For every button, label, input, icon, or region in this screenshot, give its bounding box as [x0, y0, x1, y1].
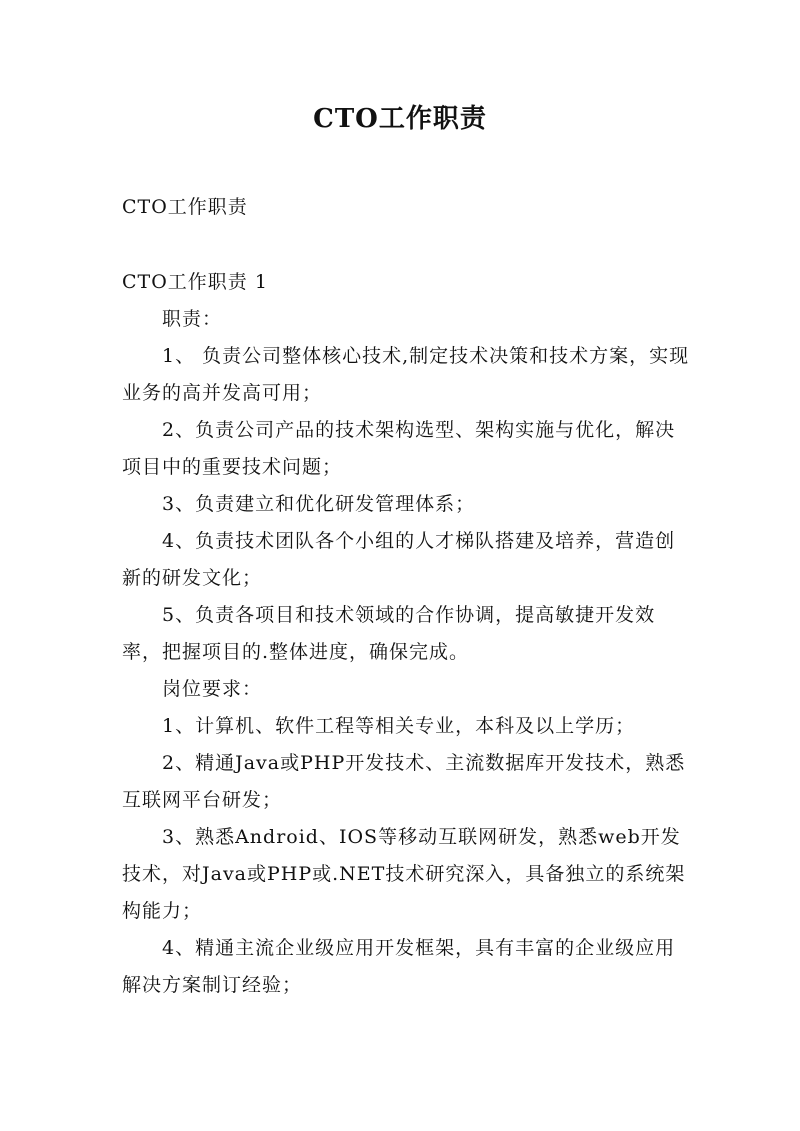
requirement-item: 1、计算机、软件工程等相关专业，本科及以上学历；: [162, 715, 636, 737]
duty-item: 1、 负责公司整体核心技术,制定技术决策和技术方案，实现业务的高并发高可用；: [122, 345, 690, 404]
duty-item: 4、负责技术团队各个小组的人才梯队搭建及培养，营造创新的研发文化；: [122, 530, 676, 589]
section-title: CTO工作职责 1: [122, 271, 268, 293]
duties-heading: 职责：: [162, 308, 223, 330]
requirement-item: 2、精通Java或PHP开发技术、主流数据库开发技术，熟悉互联网平台研发；: [122, 752, 686, 811]
requirements-heading: 岗位要求：: [162, 678, 263, 700]
requirement-item: 4、精通主流企业级应用开发框架，具有丰富的企业级应用解决方案制订经验；: [122, 937, 676, 996]
duty-item: 3、负责建立和优化研发管理体系；: [162, 493, 476, 515]
document-body: [122, 264, 692, 1004]
document-title: CTO工作职责: [313, 104, 487, 134]
duty-item: 5、负责各项目和技术领域的合作协调，提高敏捷开发效率，把握项目的.整体进度，确保完成。: [122, 604, 656, 663]
document-subtitle: CTO工作职责: [122, 196, 248, 218]
requirement-item: 3、熟悉Android、IOS等移动互联网研发，熟悉web开发技术，对Java或PHP或.NET技术研究深入，具备独立的系统架构能力；: [122, 826, 686, 922]
duty-item: 2、负责公司产品的技术架构选型、架构实施与优化，解决项目中的重要技术问题；: [122, 419, 676, 478]
